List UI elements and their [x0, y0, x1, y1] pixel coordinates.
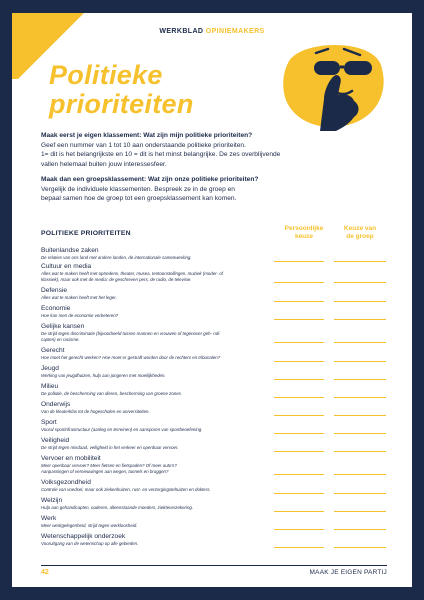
priority-description: Werking van jeugdhuizen, hulp aan jongeren met moeilijkheden.	[41, 373, 166, 378]
priority-row	[41, 365, 281, 379]
priority-description: Meer werkgelegenheid, strijd tegen werkloosheid.	[41, 523, 138, 528]
personal-rank-field[interactable]	[274, 415, 324, 416]
priority-description: Hulp aan gehandicapten, ouderen, alleenstaande moeders, ziekteverzekering.	[41, 505, 194, 510]
group-rank-field[interactable]	[334, 397, 386, 398]
group-rank-field[interactable]	[334, 511, 386, 512]
footer-title: MAAK JE EIGEN PARTIJ	[309, 569, 387, 576]
priority-row	[41, 419, 281, 433]
priority-row	[41, 287, 281, 301]
priority-description: De strijd tegen discriminatie (bijvoorbeeld tussen mannen en vrouwen of tegenover geh- ndi-	[41, 331, 221, 336]
group-rank-field[interactable]	[334, 529, 386, 530]
priority-name: Economie	[41, 305, 71, 312]
intro-section-1	[41, 131, 286, 169]
instruction-1a: Geef een nummer van 1 tot 10 aan onderstaande politieke prioriteiten.	[41, 141, 246, 149]
column-header-group-line-2: de groep	[346, 233, 374, 240]
priority-row	[41, 401, 281, 415]
personal-rank-field[interactable]	[274, 529, 324, 530]
priority-row	[41, 247, 281, 261]
group-rank-field[interactable]	[334, 415, 386, 416]
priority-name: Volksgezondheid	[41, 479, 91, 486]
personal-rank-field[interactable]	[274, 474, 324, 475]
priority-name: Werk	[41, 515, 57, 522]
priority-row	[41, 515, 281, 529]
title-line-2: prioriteiten	[49, 89, 194, 119]
worksheet-label-dark: WERKBLAD	[159, 28, 204, 35]
priority-name: Milieu	[41, 383, 59, 390]
column-header-personal-line-2: keuze	[294, 233, 314, 240]
title-line-1: Politieke	[49, 60, 163, 90]
group-rank-field[interactable]	[334, 451, 386, 452]
priority-description: De pollutie, de bescherming van dieren, bescherming van groene zones.	[41, 391, 183, 396]
priority-row	[41, 323, 281, 342]
personal-rank-field[interactable]	[274, 433, 324, 434]
priority-description-continued: klassiek), maar ook met de media: de geschreven pers, de radio, de televisie.	[41, 276, 192, 282]
group-rank-field[interactable]	[334, 474, 386, 475]
question-2: Maak dan een groepsklassement: Wat zijn onze politieke prioriteiten?	[41, 176, 259, 183]
column-header-group-line-1: Keuze van	[343, 225, 377, 232]
group-rank-field[interactable]	[334, 361, 386, 362]
priority-description: Vooral sportinfrastructuur (aanleg en terreinen) en aansporen van sportbeoefening.	[41, 427, 203, 432]
priority-name: Wetenschappelijk onderzoek	[41, 533, 126, 540]
group-rank-field[interactable]	[334, 301, 386, 302]
group-rank-field[interactable]	[334, 319, 386, 320]
priority-row	[41, 497, 281, 511]
priority-description: Meer openbaar vervoer? Meer fietsen en fietspaden? Of meer auto's?	[41, 463, 177, 468]
shushing-face-icon	[280, 41, 388, 131]
priority-name: Vervoer en mobiliteit	[41, 455, 101, 462]
priority-name: Welzijn	[41, 497, 63, 504]
priority-name: Onderwijs	[41, 401, 71, 408]
priority-description: Alles wat te maken heeft met het leger.	[41, 295, 117, 300]
column-header-group	[332, 225, 388, 241]
priority-description: Vooruitgang van de wetenschap op alle gebieden.	[41, 541, 139, 546]
worksheet-label	[12, 28, 412, 35]
priority-row	[41, 533, 281, 547]
personal-rank-field[interactable]	[274, 397, 324, 398]
instruction-1c: vallen helemaal buiten jouw interessesfeer.	[41, 160, 167, 168]
group-rank-field[interactable]	[334, 261, 386, 262]
priority-name: Sport	[41, 419, 57, 426]
page-number: 42	[41, 569, 49, 576]
priority-row	[41, 437, 281, 451]
priority-description: Hoe moet het gerecht werken? Hoe moet er gestraft worden door de rechters en tribunalen?	[41, 355, 221, 360]
priority-description: Controle van voedsel, maar ook ziekenhuizen, rust- en verzorgingstehuizen en dokters.	[41, 487, 211, 492]
question-1: Maak eerst je eigen klassement: Wat zijn mijn politieke prioriteiten?	[41, 132, 253, 139]
personal-rank-field[interactable]	[274, 342, 324, 343]
priority-description: De strijd tegen misdaad, veiligheid in het verkeer en openbaar vervoer.	[41, 445, 179, 450]
personal-rank-field[interactable]	[274, 451, 324, 452]
personal-rank-field[interactable]	[274, 261, 324, 262]
priority-row	[41, 455, 281, 474]
priority-description: De relaties van ons land met andere landen, de internationale samenwerking.	[41, 255, 192, 260]
priority-name: Cultuur en media	[41, 263, 92, 270]
personal-rank-field[interactable]	[274, 319, 324, 320]
priority-name: Buitenlandse zaken	[41, 247, 99, 254]
priority-name: Gelijke kansen	[41, 323, 85, 330]
group-rank-field[interactable]	[334, 433, 386, 434]
worksheet-page	[12, 13, 412, 587]
instruction-2b: bepaal samen hoe de groep tot een groepsklassement kan komen.	[41, 195, 237, 203]
table-heading: POLITIEKE PRIORITEITEN	[41, 230, 131, 237]
personal-rank-field[interactable]	[274, 282, 324, 283]
priority-description-continued: capten) en racisme.	[41, 336, 80, 342]
priority-row	[41, 263, 281, 282]
group-rank-field[interactable]	[334, 342, 386, 343]
group-rank-field[interactable]	[334, 379, 386, 380]
instruction-2a: Vergelijk de individuele klassementen. Bespreek ze in de groep en	[41, 185, 235, 193]
personal-rank-field[interactable]	[274, 379, 324, 380]
intro-section-2	[41, 175, 286, 204]
personal-rank-field[interactable]	[274, 361, 324, 362]
priority-name: Defensie	[41, 287, 68, 294]
priority-name: Jeugd	[41, 365, 59, 372]
priority-row	[41, 347, 281, 361]
priority-row	[41, 383, 281, 397]
group-rank-field[interactable]	[334, 493, 386, 494]
group-rank-field[interactable]	[334, 547, 386, 548]
priority-description-continued: Aanpassingen of vernieuwingen aan wegen, tunnels en bruggen?	[41, 468, 169, 474]
page-title	[49, 61, 194, 119]
footer-divider	[41, 565, 387, 566]
group-rank-field[interactable]	[334, 282, 386, 283]
priority-description: Van de kleuterklas tot de hogescholen en universiteiten.	[41, 409, 150, 414]
personal-rank-field[interactable]	[274, 511, 324, 512]
priority-description: Hoe kan men de economie verbeteren?	[41, 313, 119, 318]
worksheet-label-accent: OPINIEMAKERS	[205, 28, 265, 35]
personal-rank-field[interactable]	[274, 301, 324, 302]
priority-name: Gerecht	[41, 347, 65, 354]
column-header-personal	[274, 225, 334, 241]
personal-rank-field[interactable]	[274, 547, 324, 548]
priority-row	[41, 305, 281, 319]
personal-rank-field[interactable]	[274, 493, 324, 494]
priority-row	[41, 479, 281, 493]
instruction-1b: 1= dit is het belangrijkste en 10 = dit is het minst belangrijke. De zes overblijvende	[41, 151, 281, 159]
column-header-personal-line-1: Persoonlijke	[284, 225, 324, 232]
priority-description: Alles wat te maken heeft met optredens, theater, musea, tentoonstellingen, muziek (moder- of	[41, 271, 223, 276]
priority-name: Veiligheid	[41, 437, 70, 444]
